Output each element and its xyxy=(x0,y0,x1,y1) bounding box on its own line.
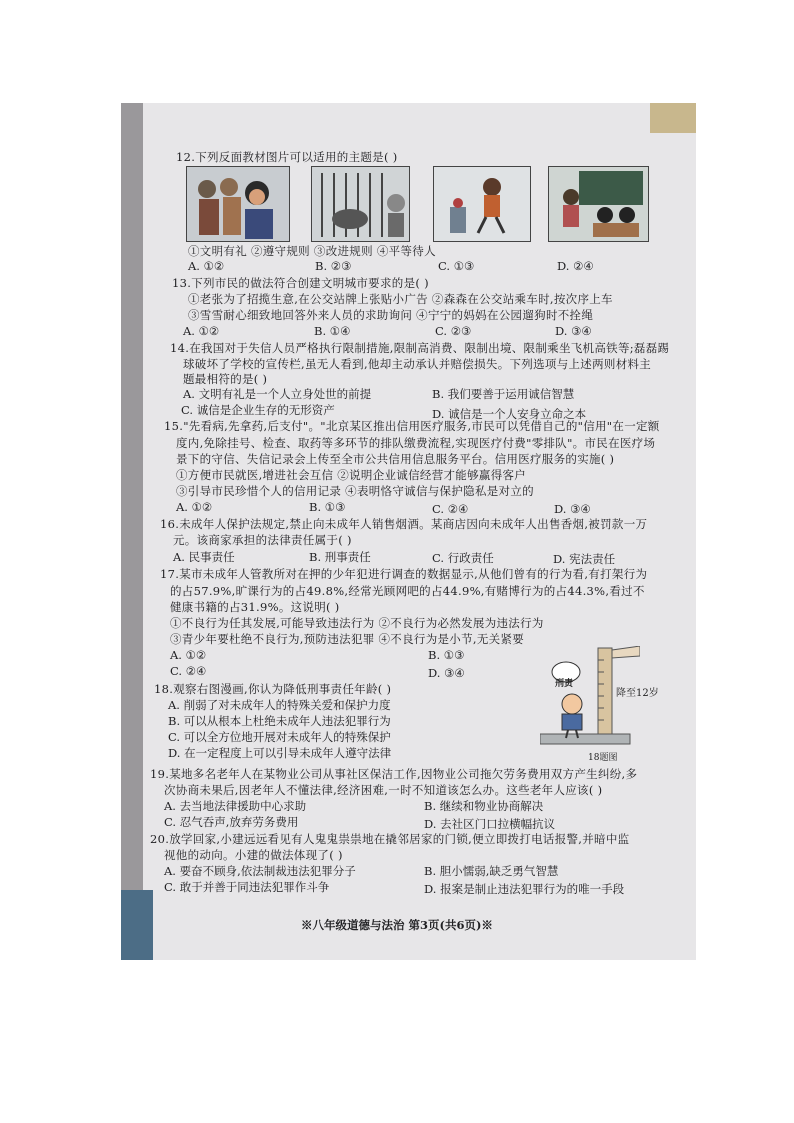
picture-4 xyxy=(548,166,649,242)
q15-option-a[interactable]: A. ①② xyxy=(176,500,213,514)
q12-stem: 12.下列反面教材图片可以适用的主题是( ) xyxy=(176,150,398,164)
q14-option-c[interactable]: C. 诚信是企业生存的无形资产 xyxy=(181,403,335,417)
q16-option-d[interactable]: D. 宪法责任 xyxy=(553,552,616,566)
q15-line1: 15."先看病,先拿药,后支付"。"北京某区推出信用医疗服务,市民可以凭借自己的"信用"在一定额 xyxy=(164,419,660,433)
q15-line3: 景下的守信、失信记录会上传至全市公共信用信息服务平台。信用医疗服务的实施( ) xyxy=(176,452,615,466)
q16-line1: 16.未成年人保护法规定,禁止向未成年人销售烟酒。某商店因向未成年人出售香烟,被罚款一万 xyxy=(160,517,648,531)
q17-line3: 健康书籍的占31.9%。这说明( ) xyxy=(170,600,340,614)
q18-option-a[interactable]: A. 削弱了对未成年人的特殊关爱和保护力度 xyxy=(168,698,391,712)
q16-option-a[interactable]: A. 民事责任 xyxy=(173,550,235,564)
q19-line1: 19.某地多名老年人在某物业公司从事社区保洁工作,因物业公司拖欠劳务费用双方产生纠纷,多 xyxy=(150,767,638,781)
q15-line2: 度内,免除挂号、检查、取药等多环节的排队缴费流程,实现医疗付费"零排队"。市民在医疗场 xyxy=(176,436,656,450)
litter-icon xyxy=(434,167,530,241)
q12-option-a[interactable]: A. ①② xyxy=(188,259,225,273)
q17-line2: 的占57.9%,旷课行为的占49.8%,经常光顾网吧的占44.9%,有赌博行为的占44.3%,看过不 xyxy=(170,584,645,598)
page-shadow-edge xyxy=(121,103,143,960)
q13-stem: 13.下列市民的做法符合创建文明城市要求的是( ) xyxy=(172,276,429,290)
q17-option-b[interactable]: B. ①③ xyxy=(428,648,465,662)
q12-captions: ①文明有礼 ②遵守规则 ③改进规则 ④平等待人 xyxy=(188,244,436,258)
q12-option-b[interactable]: B. ②③ xyxy=(315,259,352,273)
q19-option-c[interactable]: C. 忍气吞声,放弃劳务费用 xyxy=(164,815,299,829)
q17-line4: ①不良行为任其发展,可能导致违法行为 ②不良行为必然发展为违法行为 xyxy=(170,616,544,630)
q13-option-b[interactable]: B. ①④ xyxy=(314,324,351,338)
cartoon-caption: 18题图 xyxy=(588,753,618,763)
picture-2 xyxy=(311,166,410,242)
q15-line4: ①方便市民就医,增进社会互信 ②说明企业诚信经营才能够赢得客户 xyxy=(176,468,527,482)
q20-option-b[interactable]: B. 胆小懦弱,缺乏勇气智慧 xyxy=(424,864,559,878)
q13-option-c[interactable]: C. ②③ xyxy=(435,324,472,338)
page-footer: ※八年级道德与法治 第3页(共6页)※ xyxy=(301,918,493,932)
q18-cartoon xyxy=(540,646,659,763)
q14-line2: 球破坏了学校的宣传栏,虽无人看到,他却主动承认并赔偿损失。下列选项与上述两则材料主 xyxy=(183,357,652,371)
q15-option-c[interactable]: C. ②④ xyxy=(432,502,469,516)
q20-option-d[interactable]: D. 报案是制止违法犯罪行为的唯一手段 xyxy=(424,882,625,896)
background-corner xyxy=(650,103,696,133)
q19-option-d[interactable]: D. 去社区门口拉横幅抗议 xyxy=(424,817,556,831)
q18-option-c[interactable]: C. 可以全方位地开展对未成年人的特殊保护 xyxy=(168,730,391,744)
q20-line1: 20.放学回家,小建远远看见有人鬼鬼祟祟地在撬邻居家的门锁,便立即拨打电话报警,并暗中监 xyxy=(150,832,630,846)
q20-option-c[interactable]: C. 敢于并善于同违法犯罪作斗争 xyxy=(164,880,330,894)
q14-line3: 题最相符的是( ) xyxy=(183,372,268,386)
q13-option-d[interactable]: D. ③④ xyxy=(555,324,592,338)
q18-option-b[interactable]: B. 可以从根本上杜绝未成年人违法犯罪行为 xyxy=(168,714,391,728)
q14-option-a[interactable]: A. 文明有礼是一个人立身处世的前提 xyxy=(183,387,372,401)
q17-option-a[interactable]: A. ①② xyxy=(170,648,207,662)
picture-3 xyxy=(433,166,531,242)
q17-option-c[interactable]: C. ②④ xyxy=(170,664,207,678)
q15-line5: ③引导市民珍惜个人的信用记录 ④表明恪守诚信与保护隐私是对立的 xyxy=(176,484,534,498)
q18-option-d[interactable]: D. 在一定程度上可以引导未成年人遵守法律 xyxy=(168,746,392,760)
q17-option-d[interactable]: D. ③④ xyxy=(428,666,465,680)
picture-1 xyxy=(186,166,290,242)
q19-option-b[interactable]: B. 继续和物业协商解决 xyxy=(424,799,544,813)
q13-option-a[interactable]: A. ①② xyxy=(183,324,220,338)
q18-stem: 18.观察右图漫画,你认为降低刑事责任年龄( ) xyxy=(154,682,392,696)
q16-line2: 元。该商家承担的法律责任属于( ) xyxy=(173,533,352,547)
q16-option-b[interactable]: B. 刑事责任 xyxy=(309,550,371,564)
classroom-icon xyxy=(549,167,648,241)
q13-line1: ①老张为了招揽生意,在公交站牌上张贴小广告 ②森森在公交站乘车时,按次序上车 xyxy=(188,292,613,306)
q14-line1: 14.在我国对于失信人员严格执行限制措施,限制高消费、限制出境、限制乘坐飞机高铁等;磊磊踢 xyxy=(170,341,670,355)
q12-option-c[interactable]: C. ①③ xyxy=(438,259,475,273)
q17-line5: ③青少年要杜绝不良行为,预防违法犯罪 ④不良行为是小节,无关紧要 xyxy=(170,632,525,646)
cartoon-sign: 刑责 xyxy=(555,679,574,689)
q20-option-a[interactable]: A. 要奋不顾身,依法制裁违法犯罪分子 xyxy=(164,864,356,878)
zoo-fence-icon xyxy=(312,167,409,241)
q19-line2: 次协商未果后,因老年人不懂法律,经济困难,一时不知道该怎么办。这些老年人应该( ) xyxy=(164,783,603,797)
people-icon xyxy=(187,167,289,241)
q16-option-c[interactable]: C. 行政责任 xyxy=(432,551,494,565)
cartoon-text: 降至12岁 xyxy=(616,688,659,699)
q15-option-b[interactable]: B. ①③ xyxy=(309,500,346,514)
q12-option-d[interactable]: D. ②④ xyxy=(557,259,594,273)
q13-line2: ③雪雪耐心细致地回答外来人员的求助询问 ④宁宁的妈妈在公园遛狗时不拴绳 xyxy=(188,308,594,322)
q20-line2: 视他的动向。小建的做法体现了( ) xyxy=(164,848,343,862)
q15-option-d[interactable]: D. ③④ xyxy=(554,502,591,516)
q19-option-a[interactable]: A. 去当地法律援助中心求助 xyxy=(164,799,307,813)
q14-option-d[interactable]: D. 诚信是一个人安身立命之本 xyxy=(432,407,587,421)
q14-option-b[interactable]: B. 我们要善于运用诚信智慧 xyxy=(432,387,575,401)
q17-line1: 17.某市未成年人管教所对在押的少年犯进行调查的数据显示,从他们曾有的行为看,有打架行为 xyxy=(160,567,648,581)
